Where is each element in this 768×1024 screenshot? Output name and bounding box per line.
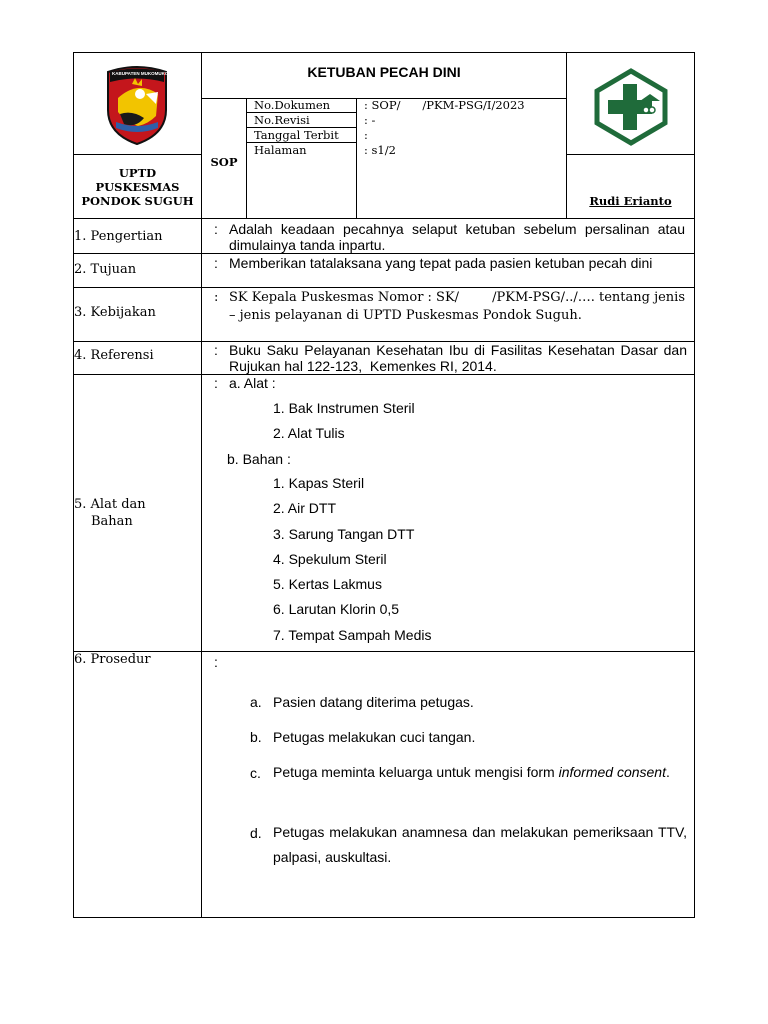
section-label-prosedur: 6. Prosedur <box>74 652 151 667</box>
referensi-text: Buku Saku Pelayanan Kesehatan Ibu di Fasilitas Kesehatan Dasar dan Rujukan hal 122-123, Kemenkes RI, 2014. <box>229 342 691 374</box>
step-text-italic: informed consent <box>558 764 666 780</box>
alat-item: 1. Bak Instrumen Steril <box>273 400 415 416</box>
bahan-item: 1. Kapas Steril <box>273 475 365 491</box>
org-name-line2: PUSKESMAS <box>95 180 180 194</box>
regency-logo <box>102 64 172 146</box>
tujuan-text: Memberikan tatalaksana yang tepat pada pasien ketuban pecah dini <box>229 255 653 271</box>
meta-label-halaman: Halaman <box>254 143 307 157</box>
bahan-heading: b. Bahan : <box>227 451 291 467</box>
bahan-item: 3. Sarung Tangan DTT <box>273 526 415 542</box>
colon: : <box>214 290 219 305</box>
step-text: Pasien datang diterima petugas. <box>273 694 474 710</box>
section-label-alat-bahan-line2: Bahan <box>91 514 133 529</box>
step-marker: b. <box>250 729 262 745</box>
bahan-item: 5. Kertas Lakmus <box>273 576 382 592</box>
section-label-alat-bahan <box>74 496 146 530</box>
bahan-item: 2. Air DTT <box>273 500 337 516</box>
step-marker: d. <box>250 825 262 841</box>
pengertian-text: Adalah keadaan pecahnya selaput ketuban sebelum persalinan atau dimulainya tanda inpartu. <box>229 221 685 253</box>
signer-name: Rudi Erianto <box>589 194 672 208</box>
step-marker: a. <box>250 694 262 710</box>
section-label-alat-bahan-line1: 5. Alat dan <box>74 497 146 512</box>
step-text-part: . <box>666 764 670 780</box>
meta-value-halaman: : s1/2 <box>364 143 396 157</box>
meta-label-tanggal: Tanggal Terbit <box>254 128 339 142</box>
org-name-line3: PONDOK SUGUH <box>81 194 194 208</box>
bahan-item: 4. Spekulum Steril <box>273 551 387 567</box>
puskesmas-logo <box>592 68 670 146</box>
step-text <box>273 760 687 785</box>
step-text: Petugas melakukan cuci tangan. <box>273 729 476 745</box>
section-label-tujuan: 2. Tujuan <box>74 262 137 277</box>
meta-label-dokumen: No.Dokumen <box>254 98 331 112</box>
section-label-pengertian: 1. Pengertian <box>74 229 163 244</box>
meta-value-revisi: : - <box>364 113 376 127</box>
org-name <box>74 166 201 208</box>
colon: : <box>214 654 218 670</box>
colon: : <box>214 375 218 391</box>
logo-text: KABUPATEN MUKOMUKO <box>112 71 169 76</box>
step-text: Petugas melakukan anamnesa dan melakukan pemeriksaan TTV, palpasi, auskultasi. <box>273 824 687 865</box>
kebijakan-text: SK Kepala Puskesmas Nomor : SK/ /PKM-PSG/../…. tentang jenis – jenis pelayanan di UPTD Puskesmas Pondok Suguh. <box>229 290 690 323</box>
colon: : <box>214 255 218 271</box>
document-title: KETUBAN PECAH DINI <box>307 64 461 80</box>
step-marker: c. <box>250 765 261 781</box>
section-label-kebijakan: 3. Kebijakan <box>74 305 156 320</box>
alat-item: 2. Alat Tulis <box>273 425 345 441</box>
bahan-item: 7. Tempat Sampah Medis <box>273 627 432 643</box>
org-name-line1: UPTD <box>118 166 157 180</box>
colon: : <box>214 342 218 358</box>
meta-value-tanggal: : <box>364 128 368 142</box>
step-text-part: Petuga meminta keluarga untuk mengisi form <box>273 764 559 780</box>
meta-label-revisi: No.Revisi <box>254 113 310 127</box>
colon: : <box>214 221 218 237</box>
section-label-referensi: 4. Referensi <box>74 348 154 363</box>
sop-label: SOP <box>210 155 238 169</box>
alat-heading: a. Alat : <box>229 375 276 391</box>
meta-value-dokumen: : SOP/ /PKM-PSG/I/2023 <box>364 98 525 112</box>
bahan-item: 6. Larutan Klorin 0,5 <box>273 601 400 617</box>
